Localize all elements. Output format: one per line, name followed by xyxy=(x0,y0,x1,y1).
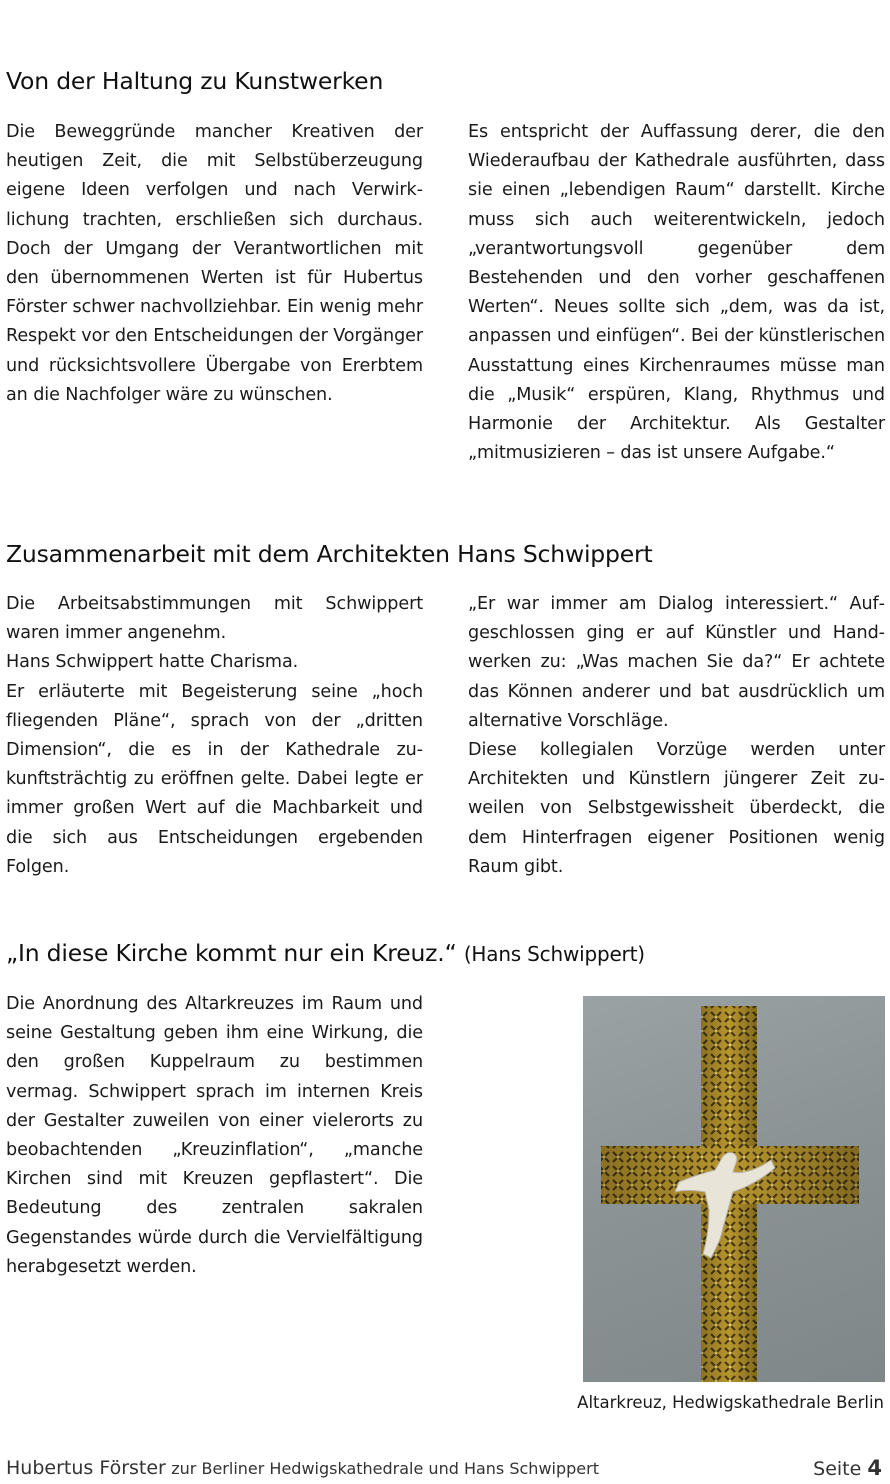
page-number: 4 xyxy=(867,1456,882,1480)
altar-cross-photo xyxy=(583,996,885,1382)
figure-caption: Altarkreuz, Hedwigskathedrale Berlin xyxy=(577,1393,884,1412)
heading-attribution: (Hans Schwippert) xyxy=(463,942,645,966)
section3-left-column xyxy=(6,990,423,1282)
section2-heading: Zusammenarbeit mit dem Architekten Hans Schwippert xyxy=(6,540,653,568)
page-footer xyxy=(6,1455,884,1481)
paragraph: Er erläuterte mit Begeisterung seine „hoch fliegenden Pläne“, sprach von der „dritten Dimension“, die es in der Kathedrale zukunftsträchtig zu eröffnen gelte. Dabei legte er immer großen Wert auf die Machbarkeit und die sich aus Entscheidungen ergebenden Folgen. xyxy=(6,681,423,877)
heading-quote: „In diese Kirche kommt nur ein Kreuz.“ xyxy=(6,939,457,967)
paragraph: Es entspricht der Auffassung derer, die den Wiederaufbau der Kathedrale ausführten, dass sie einen „lebendigen Raum“ darstellt. Kirche muss sich auch weiterentwickeln, jedoch „verantwortungsvoll gegenüber dem Bestehenden und den vorher geschaffenen Werten“. Neues sollte sich „dem, was da ist, anpassen und einfügen“. Bei der künstlerischen Ausstattung eines Kirchenraumes müsse man die „Musik“ erspüren, Klang, Rhythmus und Harmonie der Architektur. Als Gestalter „mitmusizieren – das ist unsere Aufgabe.“ xyxy=(468,122,885,464)
section1-heading: Von der Haltung zu Kunstwerken xyxy=(6,67,384,95)
page-indicator xyxy=(813,1455,882,1482)
paragraph: Die Beweggründe mancher Kreativen der heutigen Zeit, die mit Selbstüberzeugung eigene Ideen verfolgen und nach Verwirklichung trachten, erschließen sich durchaus. Doch der Umgang der Verantwortlichen mit den übernommenen Werten ist für Hubertus Förster schwer nachvollziehbar. Ein wenig mehr Respekt vor den Entscheidungen der Vorgänger und rücksichtsvollere Übergabe von Ererbtem an die Nachfolger wäre zu wünschen. xyxy=(6,122,424,405)
page-label: Seite xyxy=(813,1458,862,1480)
section3-heading xyxy=(6,938,645,969)
section2-left-column xyxy=(6,590,423,882)
footer-author: Hubertus Förster xyxy=(6,1457,166,1479)
cross-image-icon xyxy=(583,996,885,1382)
paragraph: Diese kollegialen Vorzüge werden unter Architekten und Künstlern jüngerer Zeit zuweilen von Selbstgewissheit überdeckt, die dem Hinterfragen eigener Positionen wenig Raum gibt. xyxy=(468,740,885,877)
paragraph: „Er war immer am Dialog interessiert.“ Aufgeschlossen ging er auf Künstler und Handwerken zu: „Was machen Sie da?“ Er achtete das Können anderer und bat ausdrücklich um alternative Vorschläge. xyxy=(468,594,885,731)
footer-subtitle: zur Berliner Hedwigskathedrale und Hans Schwippert xyxy=(171,1459,599,1478)
paragraph: Die Anordnung des Altarkreuzes im Raum und seine Gestaltung geben ihm eine Wirkung, die den großen Kuppelraum zu bestimmen vermag. Schwippert sprach im internen Kreis der Gestalter zuweilen von einer vielerorts zu beobachtenden „Kreuzinflation“, „manche Kirchen sind mit Kreuzen gepflastert“. Die Bedeutung des zentralen sakralen Gegenstandes würde durch die Vervielfältigung herabgesetzt werden. xyxy=(6,994,423,1277)
paragraph: Die Arbeitsabstimmungen mit Schwippert waren immer angenehm. xyxy=(6,594,423,644)
section1-left-column xyxy=(6,118,423,410)
paragraph: Hans Schwippert hatte Charisma. xyxy=(6,652,299,673)
section2-right-column xyxy=(468,590,885,882)
section1-right-column xyxy=(468,118,885,468)
